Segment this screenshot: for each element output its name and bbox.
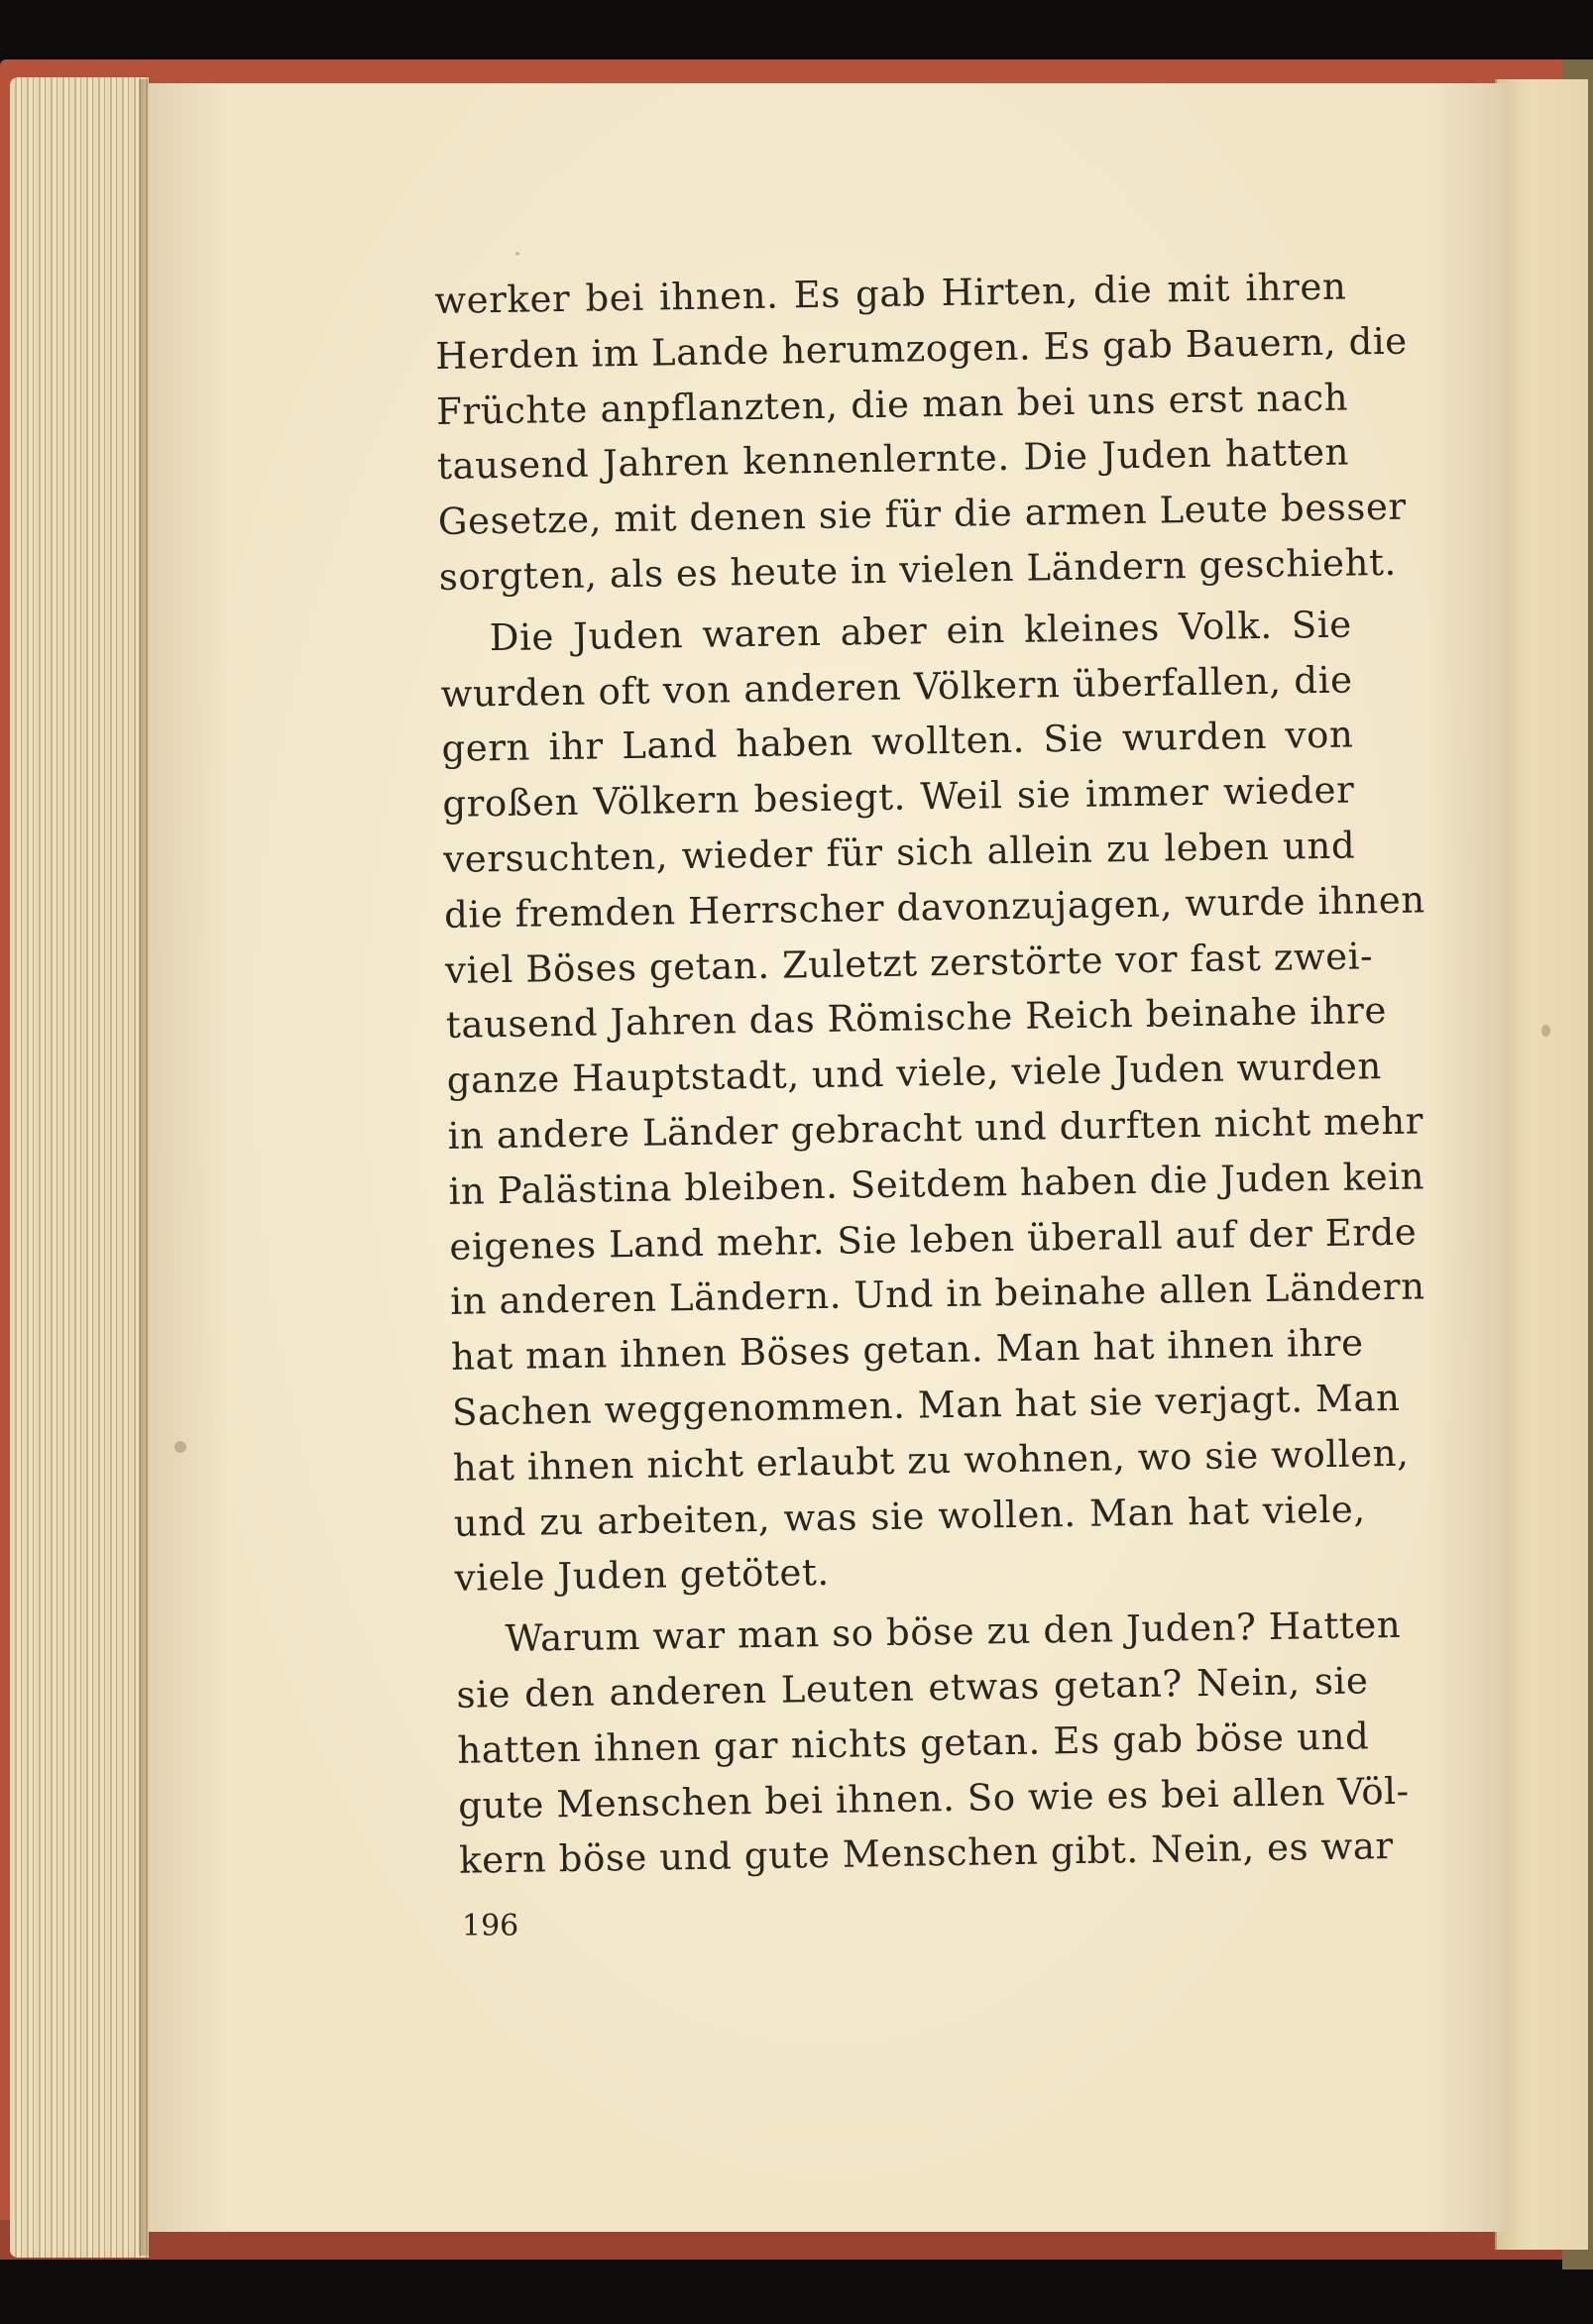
text-line: sorgten, als es heute in vielen Ländern geschieht. [438, 540, 1398, 599]
text-line: Die Juden waren aber ein kleines Volk. Sie [489, 603, 1353, 659]
page-stack-edges [10, 77, 149, 2258]
text-line: großen Völkern besiegt. Weil sie immer wieder [442, 768, 1355, 827]
page-body-text [434, 260, 1426, 1889]
text-line: hatten ihnen gar nichts getan. Es gab böse und [457, 1715, 1370, 1772]
text-line: hat ihnen nicht erlaubt zu wohnen, wo sie wollen, [452, 1431, 1410, 1490]
text-line: und zu arbeiten, was sie wollen. Man hat viele, [453, 1487, 1367, 1545]
text-line: Herden im Lande herumzogen. Es gab Bauern, die [434, 319, 1409, 378]
text-line: in Palästina bleiben. Seitdem haben die Juden kein [448, 1155, 1425, 1213]
text-line: in andere Länder gebracht und durften nicht mehr [447, 1099, 1424, 1158]
text-line: viele Juden getötet. [454, 1551, 831, 1601]
text-line: versuchten, wieder für sich allein zu leben und [442, 824, 1356, 881]
page-speck [1541, 1025, 1550, 1037]
text-line: Warum war man so böse zu den Juden? Hatten [505, 1603, 1402, 1661]
text-line: werker bei ihnen. Es gab Hirten, die mit ihren [434, 265, 1347, 322]
page-number: 196 [462, 1909, 519, 1943]
text-line: Sachen weggenommen. Man hat sie verjagt. Man [451, 1376, 1401, 1434]
text-line: Früchte anpflanzten, die man bei uns erst nach [435, 376, 1349, 433]
text-line: in anderen Ländern. Und in beinahe allen Ländern [449, 1265, 1425, 1324]
text-line: tausend Jahren das Römische Reich beinahe ihre [445, 989, 1388, 1048]
text-line: tausend Jahren kennenlernte. Die Juden hatten [436, 430, 1350, 489]
facing-page-edge [1495, 79, 1588, 2250]
text-line: eigenes Land mehr. Sie leben überall auf der Erde [449, 1210, 1418, 1269]
text-line: viel Böses getan. Zuletzt zerstörte vor fast zwei- [444, 934, 1374, 992]
text-line: gern ihr Land haben wollten. Sie wurden von [441, 713, 1354, 771]
text-line: gute Menschen bei ihnen. So wie es bei allen Völ- [457, 1769, 1411, 1827]
text-line: die fremden Herrscher davonzujagen, wurde ihnen [443, 878, 1426, 937]
text-line: kern böse und gute Menschen gibt. Nein, es war [458, 1825, 1395, 1883]
text-line: wurden oft von anderen Völkern überfallen, die [440, 658, 1353, 716]
page-speck [174, 1441, 186, 1453]
text-line: hat man ihnen Böses getan. Man hat ihnen ihre [450, 1321, 1364, 1380]
text-line: sie den anderen Leuten etwas getan? Nein, sie [456, 1659, 1369, 1716]
page-speck [515, 252, 519, 256]
text-line: Gesetze, mit denen sie für die armen Leute besser [437, 485, 1408, 544]
text-line: ganze Hauptstadt, und viele, viele Juden wurden [446, 1045, 1383, 1103]
